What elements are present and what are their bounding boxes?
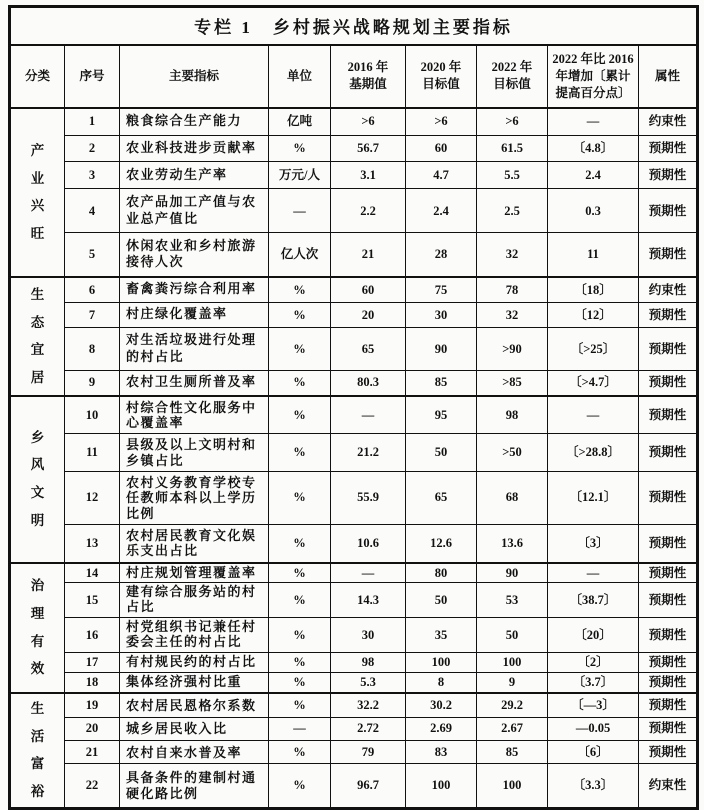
increase-cell: 〔>25〕	[548, 327, 639, 370]
increase-cell: 〔>28.8〕	[548, 434, 639, 472]
value-2022-cell: 2.67	[477, 717, 548, 740]
value-2016-cell: 10.6	[331, 524, 406, 562]
attribute-cell: 预期性	[639, 302, 698, 327]
indicator-cell: 粮食综合生产能力	[120, 108, 269, 135]
value-2022-cell: >90	[477, 327, 548, 370]
indicator-cell: 建有综合服务站的村占比	[120, 583, 269, 618]
unit-cell: %	[269, 764, 331, 808]
header-row	[10, 45, 698, 108]
attribute-cell: 预期性	[639, 563, 698, 583]
value-2020-cell: 100	[406, 764, 477, 808]
value-2022-cell: 50	[477, 618, 548, 653]
attribute-cell: 预期性	[639, 653, 698, 673]
table-row	[10, 396, 698, 434]
increase-cell: 2.4	[548, 162, 639, 189]
increase-cell: 〔20〕	[548, 618, 639, 653]
increase-cell: 〔6〕	[548, 741, 639, 764]
unit-cell: %	[269, 135, 331, 162]
row-number-cell: 6	[65, 277, 120, 303]
value-2020-cell: 100	[406, 653, 477, 673]
increase-cell: 〔2〕	[548, 653, 639, 673]
header-indicator: 主要指标	[120, 45, 269, 108]
indicator-cell: 县级及以上文明村和乡镇占比	[120, 434, 269, 472]
value-2020-cell: 75	[406, 277, 477, 303]
value-2016-cell: 2.2	[331, 189, 406, 233]
value-2016-cell: 20	[331, 302, 406, 327]
value-2016-cell: >6	[331, 108, 406, 135]
row-number-cell: 11	[65, 434, 120, 472]
value-2016-cell: 55.9	[331, 471, 406, 524]
unit-cell: %	[269, 741, 331, 764]
value-2022-cell: 29.2	[477, 693, 548, 717]
attribute-cell: 约束性	[639, 277, 698, 303]
indicator-cell: 农村自来水普及率	[120, 741, 269, 764]
value-2022-cell: >85	[477, 370, 548, 396]
table-row	[10, 673, 698, 693]
value-2020-cell: 8	[406, 673, 477, 693]
value-2016-cell: 60	[331, 277, 406, 303]
table-body	[10, 108, 698, 809]
indicator-cell: 对生活垃圾进行处理的村占比	[120, 327, 269, 370]
attribute-cell: 预期性	[639, 327, 698, 370]
row-number-cell: 14	[65, 563, 120, 583]
value-2022-cell: 53	[477, 583, 548, 618]
table-row	[10, 471, 698, 524]
category-label: 生态宜居	[30, 286, 45, 385]
attribute-cell: 预期性	[639, 673, 698, 693]
increase-cell: 〔—3〕	[548, 693, 639, 717]
increase-cell: 〔3〕	[548, 524, 639, 562]
unit-cell: %	[269, 693, 331, 717]
value-2022-cell: 68	[477, 471, 548, 524]
value-2020-cell: 65	[406, 471, 477, 524]
attribute-cell: 预期性	[639, 233, 698, 277]
value-2022-cell: >6	[477, 108, 548, 135]
table-row	[10, 717, 698, 740]
unit-cell: %	[269, 471, 331, 524]
value-2016-cell: 56.7	[331, 135, 406, 162]
table-row	[10, 135, 698, 162]
attribute-cell: 预期性	[639, 693, 698, 717]
value-2020-cell: 28	[406, 233, 477, 277]
value-2022-cell: 85	[477, 741, 548, 764]
indicator-cell: 农业劳动生产率	[120, 162, 269, 189]
value-2020-cell: 80	[406, 563, 477, 583]
unit-cell: %	[269, 618, 331, 653]
indicator-cell: 农村居民恩格尔系数	[120, 693, 269, 717]
indicator-cell: 农村居民教育文化娱乐支出占比	[120, 524, 269, 562]
value-2020-cell: >6	[406, 108, 477, 135]
header-2020-target: 2020 年 目标值	[406, 45, 477, 108]
increase-cell: 〔>4.7〕	[548, 370, 639, 396]
table-row	[10, 618, 698, 653]
document-page	[8, 5, 696, 810]
unit-cell: —	[269, 189, 331, 233]
unit-cell: %	[269, 327, 331, 370]
row-number-cell: 12	[65, 471, 120, 524]
value-2016-cell: 32.2	[331, 693, 406, 717]
value-2016-cell: 2.72	[331, 717, 406, 740]
indicator-cell: 农村义务教育学校专任教师本科以上学历比例	[120, 471, 269, 524]
attribute-cell: 预期性	[639, 135, 698, 162]
indicator-cell: 畜禽粪污综合利用率	[120, 277, 269, 303]
table-row	[10, 524, 698, 562]
indicator-cell: 村庄规划管理覆盖率	[120, 563, 269, 583]
increase-cell: 〔3.3〕	[548, 764, 639, 808]
value-2020-cell: 60	[406, 135, 477, 162]
table-row	[10, 370, 698, 396]
increase-cell: 〔4.8〕	[548, 135, 639, 162]
category-cell	[10, 277, 65, 396]
indicator-cell: 城乡居民收入比	[120, 717, 269, 740]
row-number-cell: 9	[65, 370, 120, 396]
value-2016-cell: 30	[331, 618, 406, 653]
attribute-cell: 预期性	[639, 717, 698, 740]
table-row	[10, 277, 698, 303]
increase-cell: 〔3.7〕	[548, 673, 639, 693]
value-2022-cell: 100	[477, 653, 548, 673]
value-2016-cell: 98	[331, 653, 406, 673]
indicator-cell: 村党组织书记兼任村委会主任的村占比	[120, 618, 269, 653]
unit-cell: %	[269, 583, 331, 618]
table-row	[10, 189, 698, 233]
row-number-cell: 22	[65, 764, 120, 808]
value-2016-cell: 65	[331, 327, 406, 370]
row-number-cell: 13	[65, 524, 120, 562]
unit-cell: %	[269, 524, 331, 562]
header-2016-base: 2016 年 基期值	[331, 45, 406, 108]
value-2022-cell: 98	[477, 396, 548, 434]
increase-cell: 〔18〕	[548, 277, 639, 303]
attribute-cell: 预期性	[639, 741, 698, 764]
value-2020-cell: 2.4	[406, 189, 477, 233]
header-unit: 单位	[269, 45, 331, 108]
row-number-cell: 10	[65, 396, 120, 434]
table-row	[10, 653, 698, 673]
unit-cell: %	[269, 396, 331, 434]
increase-cell: 〔12〕	[548, 302, 639, 327]
value-2016-cell: 5.3	[331, 673, 406, 693]
table-row	[10, 583, 698, 618]
increase-cell: —	[548, 108, 639, 135]
row-number-cell: 17	[65, 653, 120, 673]
attribute-cell: 预期性	[639, 618, 698, 653]
row-number-cell: 7	[65, 302, 120, 327]
attribute-cell: 约束性	[639, 764, 698, 808]
value-2020-cell: 2.69	[406, 717, 477, 740]
attribute-cell: 预期性	[639, 370, 698, 396]
row-number-cell: 18	[65, 673, 120, 693]
value-2020-cell: 30.2	[406, 693, 477, 717]
value-2022-cell: 9	[477, 673, 548, 693]
value-2016-cell: 21.2	[331, 434, 406, 472]
unit-cell: %	[269, 370, 331, 396]
value-2016-cell: —	[331, 396, 406, 434]
row-number-cell: 2	[65, 135, 120, 162]
unit-cell: %	[269, 653, 331, 673]
indicator-cell: 休闲农业和乡村旅游接待人次	[120, 233, 269, 277]
indicator-cell: 农村卫生厕所普及率	[120, 370, 269, 396]
value-2022-cell: 78	[477, 277, 548, 303]
table-row	[10, 693, 698, 717]
indicator-cell: 具备条件的建制村通硬化路比例	[120, 764, 269, 808]
header-number: 序号	[65, 45, 120, 108]
attribute-cell: 预期性	[639, 396, 698, 434]
category-cell	[10, 563, 65, 694]
row-number-cell: 16	[65, 618, 120, 653]
value-2022-cell: 90	[477, 563, 548, 583]
attribute-cell: 预期性	[639, 162, 698, 189]
value-2020-cell: 85	[406, 370, 477, 396]
value-2022-cell: >50	[477, 434, 548, 472]
row-number-cell: 19	[65, 693, 120, 717]
category-label: 乡风文明	[30, 429, 45, 528]
value-2020-cell: 12.6	[406, 524, 477, 562]
header-2022-target: 2022 年 目标值	[477, 45, 548, 108]
attribute-cell: 预期性	[639, 434, 698, 472]
row-number-cell: 3	[65, 162, 120, 189]
value-2020-cell: 50	[406, 434, 477, 472]
increase-cell: —	[548, 563, 639, 583]
unit-cell: %	[269, 673, 331, 693]
table-row	[10, 108, 698, 135]
indicator-cell: 农业科技进步贡献率	[120, 135, 269, 162]
indicator-cell: 集体经济强村比重	[120, 673, 269, 693]
value-2022-cell: 2.5	[477, 189, 548, 233]
header-attribute: 属性	[639, 45, 698, 108]
row-number-cell: 15	[65, 583, 120, 618]
table-row	[10, 162, 698, 189]
value-2022-cell: 32	[477, 233, 548, 277]
unit-cell: 亿人次	[269, 233, 331, 277]
table-row	[10, 563, 698, 583]
row-number-cell: 8	[65, 327, 120, 370]
increase-cell: 〔12.1〕	[548, 471, 639, 524]
value-2016-cell: 21	[331, 233, 406, 277]
title-row	[10, 7, 698, 46]
value-2016-cell: 79	[331, 741, 406, 764]
header-category: 分类	[10, 45, 65, 108]
table-row	[10, 233, 698, 277]
row-number-cell: 21	[65, 741, 120, 764]
value-2016-cell: 14.3	[331, 583, 406, 618]
indicator-cell: 村庄绿化覆盖率	[120, 302, 269, 327]
category-cell	[10, 396, 65, 563]
attribute-cell: 预期性	[639, 583, 698, 618]
value-2020-cell: 4.7	[406, 162, 477, 189]
header-increase: 2022 年比 2016 年增加〔累计 提高百分点〕	[548, 45, 639, 108]
value-2020-cell: 50	[406, 583, 477, 618]
attribute-cell: 预期性	[639, 524, 698, 562]
unit-cell: %	[269, 277, 331, 303]
value-2016-cell: 3.1	[331, 162, 406, 189]
category-label: 治理有效	[30, 578, 45, 677]
indicator-cell: 有村规民约的村占比	[120, 653, 269, 673]
value-2022-cell: 32	[477, 302, 548, 327]
attribute-cell: 预期性	[639, 189, 698, 233]
unit-cell: %	[269, 302, 331, 327]
value-2022-cell: 61.5	[477, 135, 548, 162]
unit-cell: %	[269, 563, 331, 583]
value-2020-cell: 95	[406, 396, 477, 434]
value-2016-cell: 80.3	[331, 370, 406, 396]
category-cell	[10, 108, 65, 277]
row-number-cell: 20	[65, 717, 120, 740]
value-2020-cell: 35	[406, 618, 477, 653]
row-number-cell: 4	[65, 189, 120, 233]
table-title: 专栏 1 乡村振兴战略规划主要指标	[10, 7, 698, 46]
increase-cell: —0.05	[548, 717, 639, 740]
value-2022-cell: 100	[477, 764, 548, 808]
unit-cell: 亿吨	[269, 108, 331, 135]
value-2016-cell: 96.7	[331, 764, 406, 808]
attribute-cell: 预期性	[639, 471, 698, 524]
table-row	[10, 434, 698, 472]
table-row	[10, 764, 698, 808]
row-number-cell: 5	[65, 233, 120, 277]
table-row	[10, 741, 698, 764]
category-label: 产业兴旺	[30, 142, 45, 241]
increase-cell: 〔38.7〕	[548, 583, 639, 618]
unit-cell: %	[269, 434, 331, 472]
value-2020-cell: 90	[406, 327, 477, 370]
value-2020-cell: 83	[406, 741, 477, 764]
category-cell	[10, 693, 65, 808]
value-2022-cell: 13.6	[477, 524, 548, 562]
increase-cell: 0.3	[548, 189, 639, 233]
table-row	[10, 302, 698, 327]
indicators-table	[8, 5, 699, 810]
indicator-cell: 农产品加工产值与农业总产值比	[120, 189, 269, 233]
increase-cell: —	[548, 396, 639, 434]
value-2022-cell: 5.5	[477, 162, 548, 189]
row-number-cell: 1	[65, 108, 120, 135]
unit-cell: 万元/人	[269, 162, 331, 189]
category-label: 生活富裕	[30, 701, 45, 800]
value-2016-cell: —	[331, 563, 406, 583]
table-row	[10, 327, 698, 370]
value-2020-cell: 30	[406, 302, 477, 327]
increase-cell: 11	[548, 233, 639, 277]
indicator-cell: 村综合性文化服务中心覆盖率	[120, 396, 269, 434]
attribute-cell: 约束性	[639, 108, 698, 135]
unit-cell: —	[269, 717, 331, 740]
